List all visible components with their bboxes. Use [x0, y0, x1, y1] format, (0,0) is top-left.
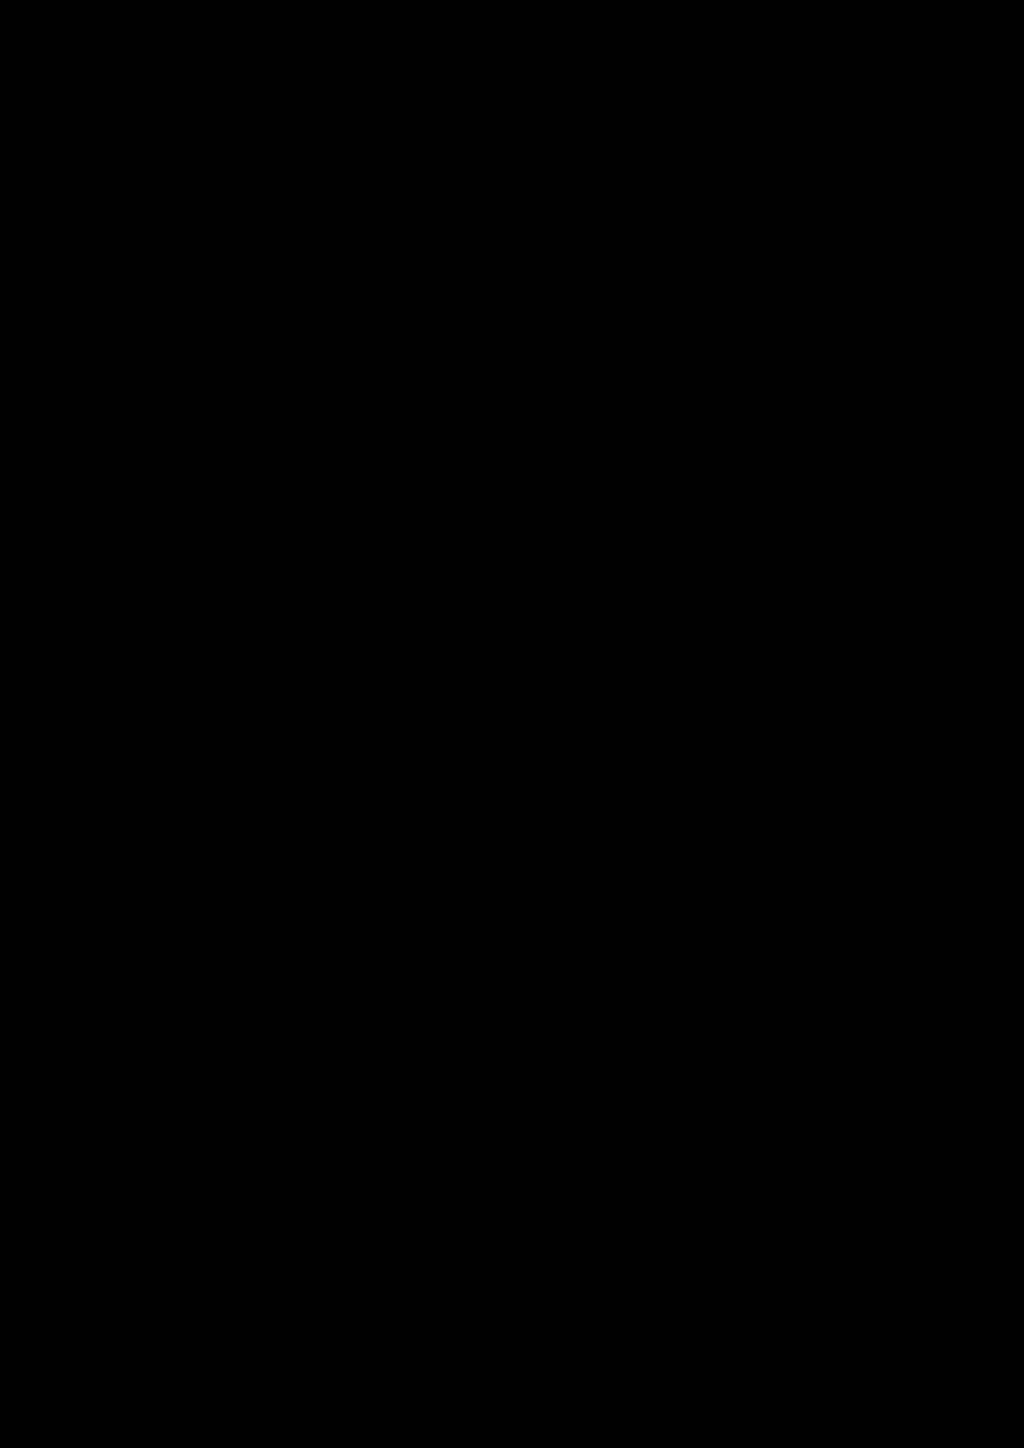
- paragraph-log-extract: Käsillä olevassa asiassa esitetystä valvontaohjelmiston lokitiedosto-otteesta (hakijan kirjallinen todiste 11) ilmenee, että sarakkeessa ”Teoksen koepalat” ilmoitettu luku on pääsääntöisesti alle kymmenen tai joitakin kymmeniä. Ainoastaan yhden havainnon osalta tässä sarakkeessa oleva luku on enemmän kuin sata. Tämä luku on 1.605. Saman IP-osoitteen osalta liitteestä ilmenee kohdassa ”Tarkastetut teokset” luku 3 ja kohdassa ”Aika” luku 40.: [331, 119, 931, 260]
- section-heading: Asiaan osallisen vaatimus täytäntöönpanokulujen korvausvelvollisuuden vahvistamisesta: [331, 935, 931, 980]
- paragraph-monitoring-software: Asiassa ei ole esitetty mitään varsinaista selvitystä siitä, miten hakijan mainitsema valvontaohjelmisto toimii tai on toiminut saadakseen aikaan edellä mainitut lokitiedosto-otteet. Se, miten ohjelma on toiminut ja mitä johtopäätöksiä mainituista luvuista ja muista lokitiedoston otteesta ilmenevistä luvuista tulisi tehdä, on yksinomaan hakijan omien ilmoitusten varassa.: [331, 287, 931, 404]
- paragraph-court-finding: Markkinaoikeus toteaa, että tekijänoikeuslain 60 a §:n 3 momentin nojalla välittäjänä toimivalle palveluntarjoajalle on korvattava tietojen luovuttamismääräyksen täytäntöönpanosta aiheutuneet kulut sekä: [331, 1103, 931, 1172]
- paragraph-conclusion: Kun edellä selostetun lisäksi otetaan huomioon edellä viitatuista markkinaoikeuden ratkaisuista ilmenevät vastaavasta selvityksestä ja koepalojen lukumäärästä tehtäviin johtopäätöksiin liittyvät muut epävarmuustekijät, asiassa on katsottava jääneen selvittämättä, että yhdestäkään hakemuksessa tarkoitetusta IP-osoitteesta olisi saatettu yleisön saataviin tekijänoikeudella suojattua aineistoa tekijänoikeuslain 60 a §:ssä tarkoitetulla tavalla merkittävässä määrin. Hakemus on näin ollen hylättävä.: [331, 743, 931, 908]
- paragraph-elisa-claim: Elisa Oyj on vaatinut, että markkinaoikeus vahvistaa hakijan yleisen velvollisuuden korvata sille luovuttamismääräyksen täytäntöönpanosta aiheutuvat kulut ja kustannukset.: [331, 1007, 931, 1076]
- page-number: 12 (14): [878, 61, 934, 82]
- paragraph-sample-pieces: Hakijan ilmoituksen mukaan teoksen koepaloja on saatu joko niin, että liittymän kautta toimiva BitTorrent-ohjelma ottaa aktiivisesti yhteyden valvontaohjelmaan, tai niin, että valvontaohjelma ottaa yhteyden internetliittymään ja sitä kautta BitTorrent-ohjelmaan. Etenkin viimeksi mainitussa tapauksessa valvontaohjelmaan on voitu lähtökohtaisesti itse määrittää, kuinka usein se pyrkii ottamaan yhteyttä teleliittymään, eikä asiassa ole esitetty selvitystä siitä, kuinka koepalojen määrä on jakautunut kyseisten seurantatapojen kesken. Esitetystä selvityksestä ei myöskään käy ilmi, kuinka usein tai millä aikavälillä liitteessä todettujen yksittäisten teosten koepaloja on ladattu. Markkinaoikeus katsoo, että tässä tilanteessa kyseisten koepalojen määrästä ei ole sellaisenaan pääteltävissä, kuinka toistuvaa tai pitkäkestoista teleliittymästä tapahtunut yleisön saataviin saattaminen on ollut.: [331, 431, 931, 716]
- document-body: [331, 118, 931, 1174]
